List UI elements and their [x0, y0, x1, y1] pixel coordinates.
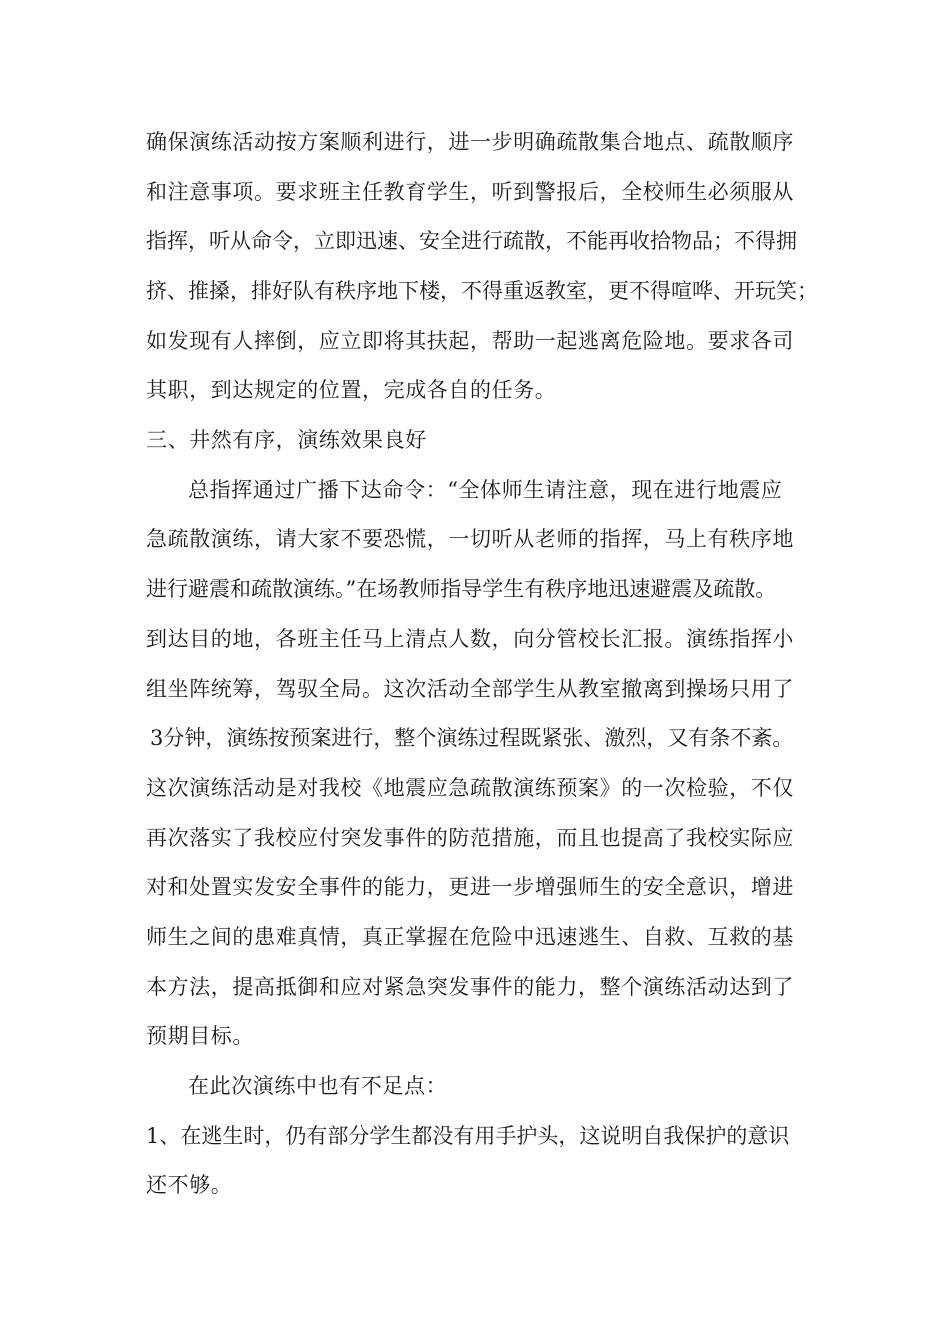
list-item: 1、在逃生时，仍有部分学生都没有用手护头，这说明自我保护的意识 [146, 1124, 790, 1148]
paragraph-line: 指挥，听从命令，立即迅速、安全进行疏散，不能再收拾物品；不得拥 [146, 229, 797, 253]
paragraph-line: 总指挥通过广播下达命令：“全体师生请注意，现在进行地震应 [188, 478, 783, 502]
paragraph-line: 和注意事项。要求班主任教育学生，听到警报后，全校师生必须服从 [146, 180, 794, 204]
paragraph-line: 在此次演练中也有不足点： [188, 1074, 448, 1098]
list-item-continuation: 还不够。 [146, 1173, 233, 1197]
paragraph-line: 急疏散演练，请大家不要恐慌，一切听从老师的指挥，马上有秩序地 [146, 527, 794, 551]
paragraph-line: 如发现有人摔倒，应立即将其扶起，帮助一起逃离危险地。要求各司 [146, 329, 794, 353]
paragraph-line: 这次演练活动是对我校《地震应急疏散演练预案》的一次检验，不仅 [146, 776, 794, 800]
paragraph-line: 组坐阵统筹，驾驭全局。这次活动全部学生从教室撤离到操场只用了 [146, 677, 794, 701]
paragraph-line: 到达目的地，各班主任马上清点人数，向分管校长汇报。演练指挥小 [146, 627, 794, 651]
paragraph-line: 本方法，提高抵御和应对紧急突发事件的能力，整个演练活动达到了 [146, 975, 794, 999]
paragraph-line: 对和处置实发安全事件的能力，更进一步增强师生的安全意识，增进 [146, 875, 794, 899]
paragraph-line: 3分钟，演练按预案进行，整个演练过程既紧张、激烈，又有条不紊。 [150, 726, 794, 750]
paragraph-line: 再次落实了我校应付突发事件的防范措施，而且也提高了我校实际应 [146, 826, 794, 850]
paragraph-line: 其职，到达规定的位置，完成各自的任务。 [146, 378, 557, 402]
paragraph-line: 进行避震和疏散演练。”在场教师指导学生有秩序地迅速避震及疏散。 [146, 577, 777, 601]
section-heading: 三、井然有序，演练效果良好 [146, 428, 427, 452]
paragraph-line: 挤、推搡，排好队有秩序地下楼，不得重返教室，更不得喧哗、开玩笑； [146, 279, 818, 303]
paragraph-line: 师生之间的患难真情，真正掌握在危险中迅速逃生、自救、互救的基 [146, 925, 794, 949]
paragraph-line: 确保演练活动按方案顺利进行，进一步明确疏散集合地点、疏散顺序 [146, 130, 794, 154]
paragraph-line: 预期目标。 [146, 1024, 254, 1048]
